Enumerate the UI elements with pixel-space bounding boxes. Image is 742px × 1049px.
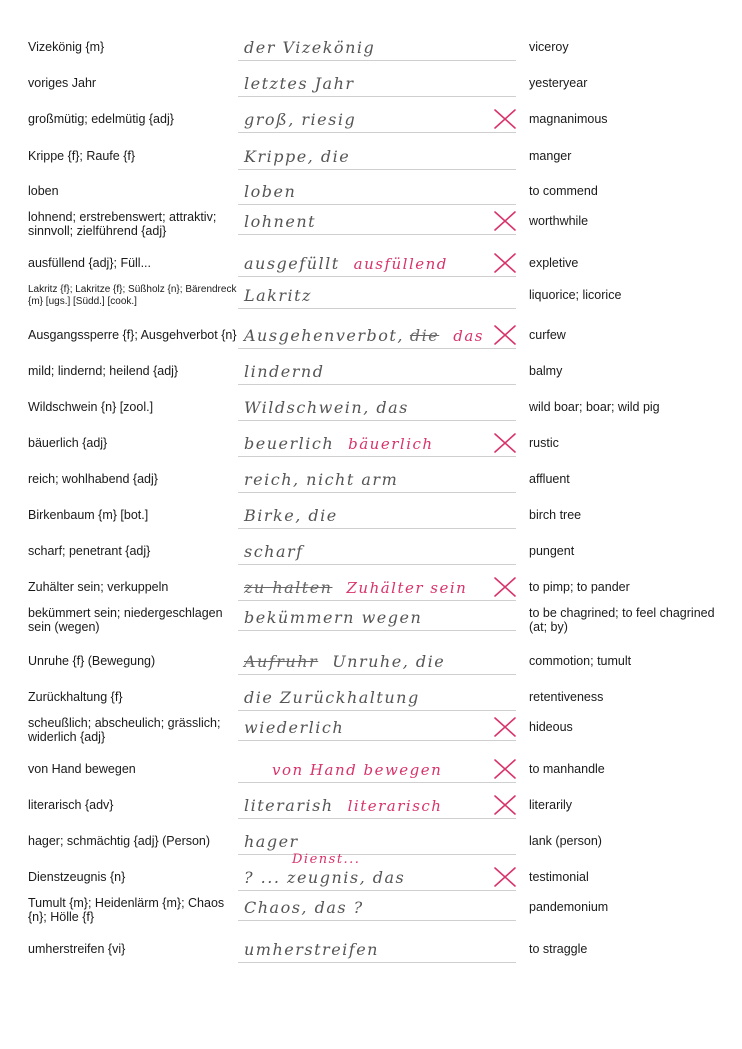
handwritten-answer bbox=[244, 940, 514, 959]
english-term: to be chagrined; to feel chagrined (at; by) bbox=[529, 606, 715, 634]
answer-rule-line bbox=[238, 962, 516, 963]
german-term: lohnend; erstrebenswert; attraktiv; sinnvoll; zielführend {adj} bbox=[28, 210, 217, 238]
answer-rule-line bbox=[238, 204, 516, 205]
answer-text: letztes Jahr bbox=[244, 74, 355, 93]
german-term: hager; schmächtig {adj} (Person) bbox=[28, 834, 211, 848]
english-term: viceroy bbox=[529, 40, 569, 54]
handwritten-answer bbox=[244, 898, 514, 917]
wrong-cross-icon bbox=[492, 108, 518, 130]
answer-rule-line bbox=[238, 674, 516, 675]
english-term: magnanimous bbox=[529, 112, 608, 126]
wrong-cross-icon bbox=[492, 576, 518, 598]
handwritten-answer bbox=[244, 760, 514, 779]
answer-rule-line bbox=[238, 456, 516, 457]
answer-text: bekümmern wegen bbox=[244, 608, 423, 627]
german-term: literarisch {adv} bbox=[28, 798, 114, 812]
english-term: expletive bbox=[529, 256, 579, 270]
wrong-cross-icon bbox=[492, 794, 518, 816]
answer-text: Ausgehenverbot, bbox=[244, 326, 404, 345]
answer-rule-line bbox=[238, 234, 516, 235]
answer-text: groß, riesig bbox=[244, 110, 357, 129]
english-term: pungent bbox=[529, 544, 575, 558]
german-term: Zurückhaltung {f} bbox=[28, 690, 123, 704]
german-term: von Hand bewegen bbox=[28, 762, 136, 776]
german-term: bekümmert sein; niedergeschlagen sein (wegen) bbox=[28, 606, 223, 634]
wrong-cross-icon bbox=[492, 252, 518, 274]
german-term: großmütig; edelmütig {adj} bbox=[28, 112, 174, 126]
answer-rule-line bbox=[238, 492, 516, 493]
answer-text: ? ... zeugnis, das bbox=[244, 868, 406, 887]
english-term: hideous bbox=[529, 720, 573, 734]
answer-rule-line bbox=[238, 276, 516, 277]
answer-rule-line bbox=[238, 96, 516, 97]
english-term: worthwhile bbox=[529, 214, 589, 228]
handwritten-answer bbox=[244, 718, 514, 737]
struck-answer: die bbox=[409, 326, 440, 345]
answer-text: Birke, die bbox=[244, 506, 338, 525]
wrong-cross-icon bbox=[492, 210, 518, 232]
german-term: Tumult {m}; Heidenlärm {m}; Chaos {n}; Hölle {f} bbox=[28, 896, 225, 924]
german-term: Birkenbaum {m} [bot.] bbox=[28, 508, 149, 522]
handwritten-answer bbox=[244, 578, 514, 597]
wrong-cross-icon bbox=[492, 758, 518, 780]
answer-rule-line bbox=[238, 818, 516, 819]
english-term: lank (person) bbox=[529, 834, 602, 848]
handwritten-answer bbox=[244, 852, 514, 887]
struck-answer: Aufruhr bbox=[244, 652, 319, 671]
english-term: affluent bbox=[529, 472, 570, 486]
answer-text: loben bbox=[244, 182, 297, 201]
answer-text: scharf bbox=[244, 542, 304, 561]
answer-text: ausgefüllt bbox=[244, 254, 340, 273]
teacher-correction: bäuerlich bbox=[348, 435, 434, 453]
handwritten-answer bbox=[244, 832, 514, 851]
english-term: rustic bbox=[529, 436, 559, 450]
answer-rule-line bbox=[238, 420, 516, 421]
answer-text: wiederlich bbox=[244, 718, 345, 737]
answer-rule-line bbox=[238, 308, 516, 309]
answer-rule-line bbox=[238, 740, 516, 741]
answer-text: umherstreifen bbox=[244, 940, 379, 959]
german-term: umherstreifen {vi} bbox=[28, 942, 126, 956]
handwritten-answer bbox=[244, 38, 514, 57]
english-term: pandemonium bbox=[529, 900, 609, 914]
german-term: mild; lindernd; heilend {adj} bbox=[28, 364, 179, 378]
teacher-correction: Dienst... bbox=[292, 852, 361, 867]
answer-rule-line bbox=[238, 890, 516, 891]
english-term: to commend bbox=[529, 184, 598, 198]
teacher-correction: das bbox=[453, 327, 484, 345]
handwritten-answer bbox=[244, 362, 514, 381]
handwritten-answer bbox=[244, 398, 514, 417]
english-term: to straggle bbox=[529, 942, 588, 956]
handwritten-answer bbox=[244, 434, 514, 453]
english-term: testimonial bbox=[529, 870, 589, 884]
german-term: Ausgangssperre {f}; Ausgehverbot {n} bbox=[28, 328, 237, 342]
teacher-correction: von Hand bewegen bbox=[272, 761, 443, 779]
answer-text: beuerlich bbox=[244, 434, 335, 453]
german-term: Krippe {f}; Raufe {f} bbox=[28, 149, 136, 163]
answer-text: Chaos, das ? bbox=[244, 898, 364, 917]
german-term: Zuhälter sein; verkuppeln bbox=[28, 580, 169, 594]
answer-text: Krippe, die bbox=[244, 147, 351, 166]
handwritten-answer bbox=[244, 182, 514, 201]
english-term: retentiveness bbox=[529, 690, 604, 704]
english-term: birch tree bbox=[529, 508, 582, 522]
wrong-cross-icon bbox=[492, 866, 518, 888]
german-term: reich; wohlhabend {adj} bbox=[28, 472, 158, 486]
handwritten-answer bbox=[244, 147, 514, 166]
wrong-cross-icon bbox=[492, 716, 518, 738]
wrong-cross-icon bbox=[492, 432, 518, 454]
answer-rule-line bbox=[238, 348, 516, 349]
answer-text: literarish bbox=[244, 796, 334, 815]
answer-rule-line bbox=[238, 132, 516, 133]
german-term: Dienstzeugnis {n} bbox=[28, 870, 126, 884]
english-term: literarily bbox=[529, 798, 573, 812]
answer-rule-line bbox=[238, 854, 516, 855]
answer-rule-line bbox=[238, 564, 516, 565]
answer-rule-line bbox=[238, 600, 516, 601]
handwritten-answer bbox=[244, 286, 514, 305]
handwritten-answer bbox=[244, 796, 514, 815]
answer-rule-line bbox=[238, 782, 516, 783]
answer-rule-line bbox=[238, 169, 516, 170]
answer-text: Unruhe, die bbox=[332, 652, 446, 671]
english-term: wild boar; boar; wild pig bbox=[529, 400, 660, 414]
handwritten-answer bbox=[244, 212, 514, 231]
handwritten-answer bbox=[244, 608, 514, 627]
english-term: to pimp; to pander bbox=[529, 580, 630, 594]
handwritten-answer bbox=[244, 652, 514, 671]
wrong-cross-icon bbox=[492, 324, 518, 346]
english-term: to manhandle bbox=[529, 762, 605, 776]
english-term: curfew bbox=[529, 328, 566, 342]
answer-text: die Zurückhaltung bbox=[244, 688, 420, 707]
english-term: manger bbox=[529, 149, 572, 163]
german-term: voriges Jahr bbox=[28, 76, 97, 90]
answer-text: Lakritz bbox=[244, 286, 312, 305]
german-term: Lakritz {f}; Lakritze {f}; Süßholz {n}; Bärendreck {m} [ugs.] [Südd.] [cook.] bbox=[28, 284, 237, 307]
answer-rule-line bbox=[238, 528, 516, 529]
german-term: Vizekönig {m} bbox=[28, 40, 105, 54]
english-term: balmy bbox=[529, 364, 563, 378]
teacher-correction: Zuhälter sein bbox=[346, 579, 468, 597]
answer-rule-line bbox=[238, 920, 516, 921]
answer-text: lindernd bbox=[244, 362, 325, 381]
german-term: Unruhe {f} (Bewegung) bbox=[28, 654, 156, 668]
handwritten-answer bbox=[244, 74, 514, 93]
answer-rule-line bbox=[238, 630, 516, 631]
german-term: bäuerlich {adj} bbox=[28, 436, 108, 450]
handwritten-answer bbox=[244, 110, 514, 129]
german-term: scheußlich; abscheulich; grässlich; widerlich {adj} bbox=[28, 716, 221, 744]
answer-text: lohnent bbox=[244, 212, 317, 231]
handwritten-answer bbox=[244, 506, 514, 525]
handwritten-answer bbox=[244, 688, 514, 707]
english-term: liquorice; licorice bbox=[529, 288, 622, 302]
handwritten-answer bbox=[244, 470, 514, 489]
german-term: ausfüllend {adj}; Füll... bbox=[28, 256, 151, 270]
english-term: commotion; tumult bbox=[529, 654, 632, 668]
answer-rule-line bbox=[238, 384, 516, 385]
struck-answer: zu halten bbox=[244, 578, 333, 597]
handwritten-answer bbox=[244, 254, 514, 273]
german-term: Wildschwein {n} [zool.] bbox=[28, 400, 154, 414]
answer-text: hager bbox=[244, 832, 299, 851]
german-term: scharf; penetrant {adj} bbox=[28, 544, 151, 558]
english-term: yesteryear bbox=[529, 76, 588, 90]
answer-text: reich, nicht arm bbox=[244, 470, 399, 489]
answer-text: Wildschwein, das bbox=[244, 398, 409, 417]
german-term: loben bbox=[28, 184, 59, 198]
handwritten-answer bbox=[244, 326, 514, 345]
answer-rule-line bbox=[238, 60, 516, 61]
teacher-correction: ausfüllend bbox=[353, 255, 448, 273]
answer-rule-line bbox=[238, 710, 516, 711]
teacher-correction: literarisch bbox=[347, 797, 443, 815]
handwritten-answer bbox=[244, 542, 514, 561]
answer-text: der Vizekönig bbox=[244, 38, 376, 57]
